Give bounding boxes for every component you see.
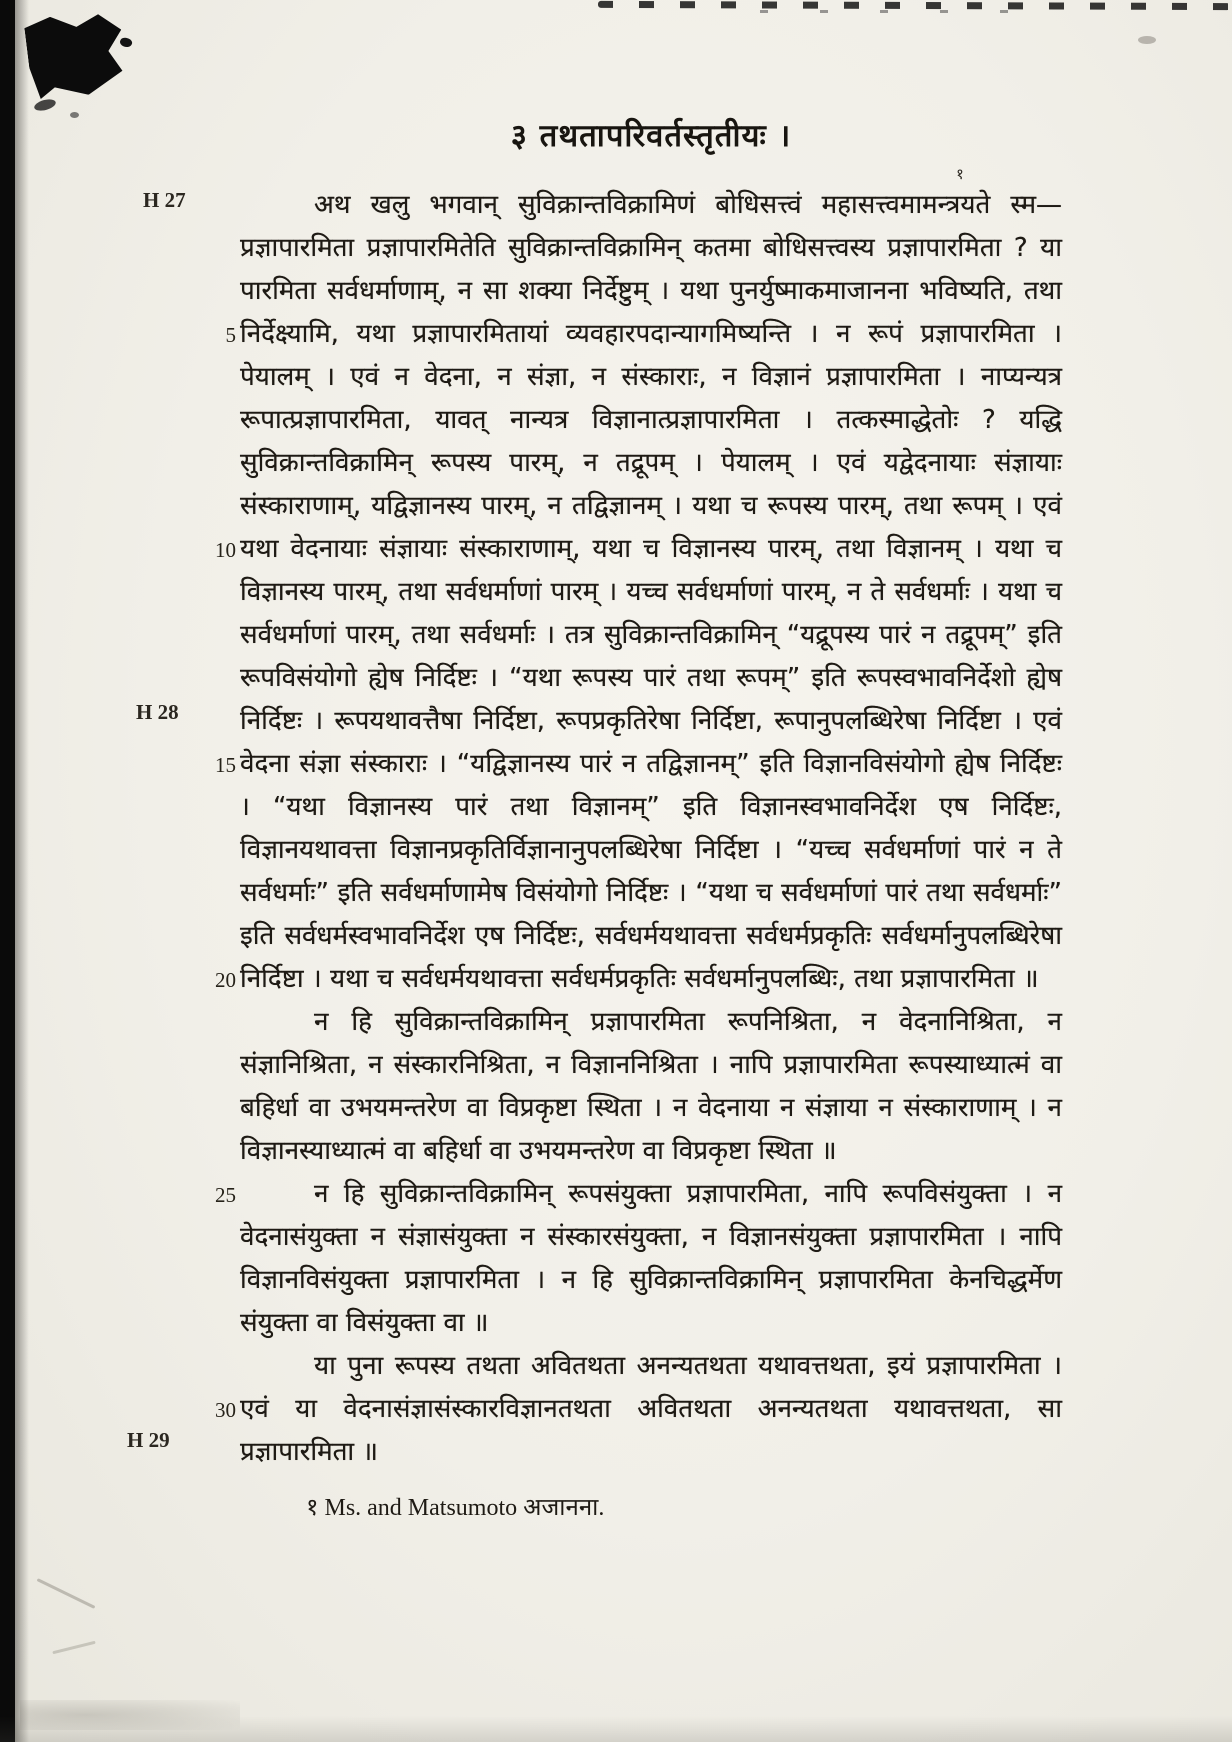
corner-dot-artifact	[33, 97, 57, 112]
margin-line-number: 5	[225, 323, 236, 347]
bottom-smudge-artifact	[52, 1641, 95, 1655]
margin-folio-mark: H 27	[143, 188, 186, 212]
top-edge-specks-artifact	[598, 1, 1230, 10]
body-text-block	[240, 184, 1062, 1474]
binding-edge-artifact	[0, 0, 15, 1742]
margin-line-number: 10	[215, 538, 236, 562]
text-paragraph: न हि सुविक्रान्तविक्रामिन् प्रज्ञापारमिता रूपनिश्रिता, न वेदनानिश्रिता, न संज्ञानिश्रिता, न संस्कारनिश्रिता, न विज्ञाननिश्रिता । नापि प्रज्ञापारमिता रूपस्याध्यात्मं वा बहिर्धा वा उभयमन्तरेण वा विप्रकृष्टा स्थिता । न वेदनाया न संज्ञाया न संस्काराणाम् । न विज्ञानस्याध्यात्मं वा बहिर्धा वा उभयमन्तरेण वा विप्रकृष्टा स्थिता ॥	[240, 1007, 1062, 1166]
top-edge-specks-artifact	[760, 10, 1060, 13]
margin-folio-mark: H 29	[127, 1428, 170, 1452]
corner-dot-artifact	[70, 112, 79, 118]
bottom-smudge-artifact	[20, 1700, 240, 1730]
footnote-reference-marker: १	[956, 165, 964, 183]
text-paragraph: अथ खलु भगवान् सुविक्रान्तविक्रामिणं बोधिसत्त्वं महासत्त्वमामन्त्रयते स्म—प्रज्ञापारमिता प्रज्ञापारमितेति सुविक्रान्तविक्रामिन् कतमा बोधिसत्त्वस्य प्रज्ञापारमिता ? या पारमिता सर्वधर्माणाम्, न सा शक्या निर्देष्टुम् । यथा पुनर्युष्माकमाजानना भविष्यति, तथा निर्देक्ष्यामि, यथा प्रज्ञापारमितायां व्यवहारपदान्यागमिष्यन्ति । न रूपं प्रज्ञापारमिता । पेयालम् । एवं न वेदना, न संज्ञा, न संस्काराः, न विज्ञानं प्रज्ञापारमिता । नाप्यन्यत्र रूपात्प्रज्ञापारमिता, यावत् नान्यत्र विज्ञानात्प्रज्ञापारमिता । तत्कस्माद्धेतोः ? यद्धि सुविक्रान्तविक्रामिन् रूपस्य पारम्, न तद्रूपम् । पेयालम् । एवं यद्वेदनायाः संज्ञायाः संस्काराणाम्, यद्विज्ञानस्य पारम्, न तद्विज्ञानम् । यथा च रूपस्य पारम्, तथा रूपम् । एवं यथा वेदनायाः संज्ञायाः संस्काराणाम्, यथा च विज्ञानस्य पारम्, तथा विज्ञानम् । यथा च विज्ञानस्य पारम्, तथा सर्वधर्माणां पारम् । यच्च सर्वधर्माणां पारम्, न ते सर्वधर्माः । यथा च सर्वधर्माणां पारम्, तथा सर्वधर्माः । तत्र सुविक्रान्तविक्रामिन् “यद्रूपस्य पारं न तद्रूपम्” इति रूपविसंयोगो ह्येष निर्दिष्टः । “यथा रूपस्य पारं तथा रूपम्” इति रूपस्वभावनिर्देशो ह्येष निर्दिष्टः । रूपयथावत्तैषा निर्दिष्टा, रूपप्रकृतिरेषा निर्दिष्टा, रूपानुपलब्धिरेषा निर्दिष्टा । एवं वेदना संज्ञा संस्काराः । “यद्विज्ञानस्य पारं न तद्विज्ञानम्” इति विज्ञानविसंयोगो ह्येष निर्दिष्टः । “यथा विज्ञानस्य पारं तथा विज्ञानम्” इति विज्ञानस्वभावनिर्देश एष निर्दिष्टः, विज्ञानयथावत्ता विज्ञानप्रकृतिर्विज्ञानानुपलब्धिरेषा निर्दिष्टा । “यच्च सर्वधर्माणां पारं न ते सर्वधर्माः” इति सर्वधर्माणामेष विसंयोगो निर्दिष्टः । “यथा च सर्वधर्माणां पारं तथा सर्वधर्माः” इति सर्वधर्मस्वभावनिर्देश एष निर्दिष्टः, सर्वधर्मयथावत्ता सर्वधर्मप्रकृतिः सर्वधर्मानुपलब्धिरेषा निर्दिष्टा । यथा च सर्वधर्मयथावत्ता सर्वधर्मप्रकृतिः सर्वधर्मानुपलब्धिः, तथा प्रज्ञापारमिता ॥	[240, 190, 1062, 994]
text-paragraph: न हि सुविक्रान्तविक्रामिन् रूपसंयुक्ता प्रज्ञापारमिता, नापि रूपविसंयुक्ता । न वेदनासंयुक्ता न संज्ञासंयुक्ता न संस्कारसंयुक्ता, न विज्ञानसंयुक्ता प्रज्ञापारमिता । नापि विज्ञानविसंयुक्ता प्रज्ञापारमिता । न हि सुविक्रान्तविक्रामिन् प्रज्ञापारमिता केनचिद्धर्मेण संयुक्ता वा विसंयुक्ता वा ॥	[240, 1179, 1062, 1338]
text-paragraph: या पुना रूपस्य तथता अवितथता अनन्यतथता यथावत्तथता, इयं प्रज्ञापारमिता । एवं या वेदनासंज्ञासंस्कारविज्ञानतथता अवितथता अनन्यतथता यथावत्तथता, सा प्रज्ञापारमिता ॥	[240, 1351, 1062, 1467]
footnote: १ Ms. and Matsumoto अजानना.	[306, 1495, 605, 1521]
margin-line-number: 25	[215, 1183, 236, 1207]
margin-line-number: 20	[215, 968, 236, 992]
margin-folio-mark: H 28	[136, 700, 179, 724]
corner-dot-artifact	[119, 36, 133, 49]
bottom-smudge-artifact	[37, 1578, 96, 1609]
margin-line-number: 15	[215, 753, 236, 777]
corner-smudge-artifact	[23, 8, 128, 101]
margin-line-number: 30	[215, 1398, 236, 1422]
top-right-speck-artifact	[1138, 36, 1156, 44]
chapter-title: ३ तथतापरिवर्तस्तृतीयः ।	[510, 118, 792, 154]
